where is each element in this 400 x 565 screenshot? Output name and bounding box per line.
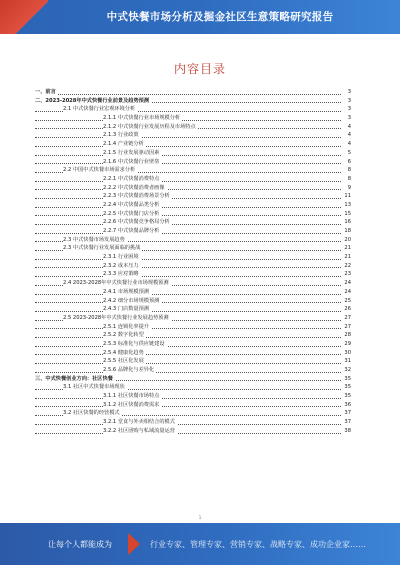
toc-entry-page: 22 (344, 262, 351, 269)
toc-entry[interactable] (35, 305, 351, 314)
toc-dot-leader (35, 398, 341, 399)
toc-entry-text: 2.2 中国中式快餐市场需求分析 (63, 167, 136, 174)
toc-entry[interactable] (35, 375, 351, 384)
toc-entry-page: 28 (344, 332, 351, 339)
toc-title: 内容目录 (173, 62, 226, 76)
toc-entry-page: 18 (344, 228, 351, 234)
toc-dot-leader (35, 328, 341, 329)
toc-entry[interactable] (35, 262, 351, 271)
toc-entry-page: 35 (344, 384, 351, 391)
toc-entry[interactable] (35, 201, 351, 210)
toc-entry-page: 27 (344, 323, 351, 330)
toc-entry-page: 13 (344, 201, 351, 208)
toc-entry[interactable] (35, 288, 351, 297)
toc-entry-text: 2.4.1 市场规模预测 (103, 288, 149, 295)
toc-entry[interactable] (35, 297, 351, 306)
toc-dot-leader (35, 215, 341, 216)
toc-entry-page: 21 (344, 245, 351, 252)
toc-entry[interactable] (35, 418, 351, 427)
toc-dot-leader (35, 424, 341, 425)
toc-entry-text: 三、中式快餐创业方向：社区快餐 (35, 375, 113, 382)
toc-entry[interactable] (35, 166, 351, 175)
toc-entry-page: 6 (347, 158, 351, 165)
toc-dot-leader (35, 146, 341, 147)
toc-entry[interactable] (35, 401, 351, 410)
toc-entry[interactable] (35, 253, 351, 262)
toc-dot-leader (35, 189, 341, 190)
toc-entry[interactable] (35, 131, 351, 140)
bottom-banner (0, 523, 400, 565)
toc-entry-page: 35 (344, 393, 351, 400)
toc-entry-text: 2.2.7 中式快餐品牌分析 (103, 228, 160, 234)
toc-entry-text: 2.5.3 标准化与供应链建设 (103, 340, 165, 347)
toc-entry-page: 38 (344, 427, 351, 434)
toc-dot-leader (35, 137, 341, 138)
page-number: 1 (198, 515, 202, 520)
toc-entry-page: 8 (347, 175, 351, 182)
toc-entry-text: 3.1.1 社区快餐市场特点 (103, 393, 160, 400)
toc-entry-text: 一、前言 (35, 89, 56, 95)
toc-entry-page: 5 (347, 149, 351, 156)
toc-dot-leader (35, 155, 341, 156)
toc-entry-text: 2.3 中式快餐市场发展趋势 (63, 236, 125, 243)
toc-dot-leader (35, 181, 341, 182)
toc-entry-page: 21 (344, 254, 351, 261)
toc-entry-text: 2.5.2 数字化转型 (103, 332, 144, 339)
toc-entry[interactable] (35, 427, 351, 436)
toc-entry[interactable] (35, 357, 351, 366)
toc-entry[interactable] (35, 114, 351, 123)
toc-entry[interactable] (35, 175, 351, 184)
toc-entry-text: 2.2.6 中式快餐竞争格局分析 (103, 219, 170, 226)
toc-entry-page: 32 (344, 367, 351, 373)
toc-dot-leader (35, 294, 341, 295)
toc-entry-text: 3.2.2 社区团购与私域流量运营 (103, 427, 175, 434)
table-of-contents (35, 88, 351, 506)
toc-dot-leader (35, 224, 341, 225)
toc-entry-text: 2.1.2 中式快餐行业发展历程及市场特点 (103, 123, 196, 130)
banner-decoration (0, 0, 48, 34)
toc-dot-leader (35, 311, 341, 312)
toc-entry-text: 2.3.2 成本压力 (103, 262, 139, 269)
toc-entry[interactable] (35, 244, 351, 253)
toc-entry[interactable] (35, 149, 351, 158)
toc-entry-page: 36 (344, 401, 351, 408)
toc-dot-leader (35, 163, 341, 164)
toc-entry-text: 2.2.3 中式快餐消费场景分析 (103, 193, 170, 200)
toc-entry-text: 2.1.6 中式快餐行业壁垒 (103, 158, 160, 165)
toc-dot-leader (35, 406, 341, 407)
toc-dot-leader (35, 233, 341, 234)
toc-entry-text: 2.1.5 行业发展驱动因素 (103, 149, 160, 156)
toc-entry-text: 2.3.1 行业困境 (103, 254, 139, 261)
toc-entry-text: 2.1.3 行业政策 (103, 132, 139, 139)
toc-entry-page: 26 (344, 306, 351, 313)
toc-entry[interactable] (35, 123, 351, 132)
report-title: 中式快餐市场分析及掘金社区生意策略研究报告 (106, 11, 334, 23)
toc-entry-page: 29 (344, 340, 351, 347)
toc-entry-text: 2.4.2 细分市场规模预测 (103, 297, 160, 304)
toc-entry-page: 35 (344, 375, 351, 382)
toc-entry-page: 4 (347, 123, 351, 130)
toc-dot-leader (35, 120, 341, 121)
toc-entry[interactable] (35, 340, 351, 349)
toc-entry[interactable] (35, 279, 351, 288)
toc-entry-text: 2.5 2023-2028年中式快餐行业发展趋势预测 (63, 314, 169, 321)
toc-entry-page: 4 (347, 141, 351, 148)
toc-dot-leader (35, 372, 341, 373)
toc-entry-page: 24 (344, 280, 351, 287)
toc-entry-text: 2.3 中式快餐行业发展面临的挑战 (63, 245, 141, 252)
toc-entry[interactable] (35, 227, 351, 236)
toc-entry-page: 4 (347, 132, 351, 139)
toc-entry[interactable] (35, 184, 351, 193)
toc-entry-page: 37 (344, 410, 351, 417)
toc-entry-text: 2.3.3 应对策略 (103, 271, 139, 278)
toc-dot-leader (35, 198, 341, 199)
toc-entry-text: 2.1 中式快餐行业宏观环境分析 (63, 106, 136, 113)
toc-entry-text: 2.5.4 健康化趋势 (103, 349, 144, 356)
toc-entry-text: 2.4.3 门店数量预测 (103, 306, 149, 313)
toc-entry[interactable] (35, 314, 351, 323)
toc-entry[interactable] (35, 323, 351, 332)
toc-entry-text: 3.2 社区快餐的经营模式 (63, 410, 120, 417)
toc-entry-text: 2.4 2023-2028年中式快餐行业市场规模预测 (63, 280, 169, 287)
arrow-decoration (128, 533, 140, 555)
toc-entry-page: 8 (347, 167, 351, 174)
toc-dot-leader (35, 94, 341, 95)
toc-entry-text: 2.5.5 社区化发展 (103, 358, 144, 365)
toc-entry[interactable] (35, 88, 351, 97)
top-banner (0, 0, 400, 34)
toc-entry-page: 3 (347, 89, 351, 95)
toc-entry-text: 2.2.4 中式快餐品类分析 (103, 201, 160, 208)
toc-entry-text: 2.1.1 中式快餐行业市场规模分析 (103, 115, 181, 122)
toc-entry-page: 3 (347, 115, 351, 122)
toc-entry-page: 25 (344, 297, 351, 304)
toc-entry[interactable] (35, 140, 351, 149)
toc-entry[interactable] (35, 97, 351, 106)
toc-dot-leader (35, 207, 341, 208)
toc-entry[interactable] (35, 409, 351, 418)
toc-entry-text: 2.1.4 产业链分析 (103, 141, 144, 148)
toc-dot-leader (35, 267, 341, 268)
toc-entry-page: 37 (344, 419, 351, 426)
toc-entry-page: 23 (344, 271, 351, 278)
toc-dot-leader (35, 337, 341, 338)
toc-entry-page: 16 (344, 219, 351, 226)
toc-entry[interactable] (35, 331, 351, 340)
toc-entry[interactable] (35, 105, 351, 114)
toc-entry-text: 3.1 社区中式快餐市场现状 (63, 384, 125, 391)
toc-entry-text: 2.5.1 连锁化率提升 (103, 323, 149, 330)
toc-entry[interactable] (35, 236, 351, 245)
toc-entry-text: 2.2.5 中式快餐门店分析 (103, 210, 160, 217)
toc-entry-text: 3.2.1 堂食与外卖相结合的模式 (103, 419, 175, 426)
toc-entry-page: 3 (347, 97, 351, 104)
toc-dot-leader (35, 346, 341, 347)
toc-entry[interactable] (35, 349, 351, 358)
toc-dot-leader (35, 302, 341, 303)
toc-entry-page: 20 (344, 236, 351, 243)
toc-entry-page: 9 (347, 184, 351, 191)
toc-entry[interactable] (35, 218, 351, 227)
toc-entry-page: 31 (344, 358, 351, 365)
footer-slogan: 让每个人都能成为 (48, 540, 112, 549)
toc-entry[interactable] (35, 383, 351, 392)
toc-entry-page: 15 (344, 210, 351, 217)
toc-dot-leader (35, 433, 341, 434)
toc-entry-page: 30 (344, 349, 351, 356)
toc-entry[interactable] (35, 270, 351, 279)
toc-entry-page: 3 (347, 106, 351, 113)
toc-dot-leader (35, 354, 341, 355)
toc-entry-text: 2.5.6 品牌化与差异化 (103, 367, 155, 373)
toc-entry[interactable] (35, 210, 351, 219)
footer-roles: 行业专家、管理专家、营销专家、战略专家、成功企业家…… (150, 540, 366, 549)
toc-entry-text: 2.2.1 中式快餐消费特点 (103, 175, 160, 182)
toc-entry-text: 2.2.2 中式快餐消费者画像 (103, 184, 165, 191)
toc-entry[interactable] (35, 158, 351, 167)
toc-entry-page: 27 (344, 314, 351, 321)
toc-entry-page: 11 (344, 193, 351, 200)
toc-entry-page: 24 (344, 288, 351, 295)
toc-dot-leader (35, 276, 341, 277)
toc-entry[interactable] (35, 366, 351, 375)
toc-entry-text: 3.1.2 社区快餐消费需求 (103, 401, 160, 408)
toc-entry[interactable] (35, 192, 351, 201)
toc-entry-text: 二、2023-2028年中式快餐行业前景及趋势预测 (35, 97, 150, 104)
toc-entry[interactable] (35, 392, 351, 401)
toc-dot-leader (35, 363, 341, 364)
toc-dot-leader (35, 259, 341, 260)
